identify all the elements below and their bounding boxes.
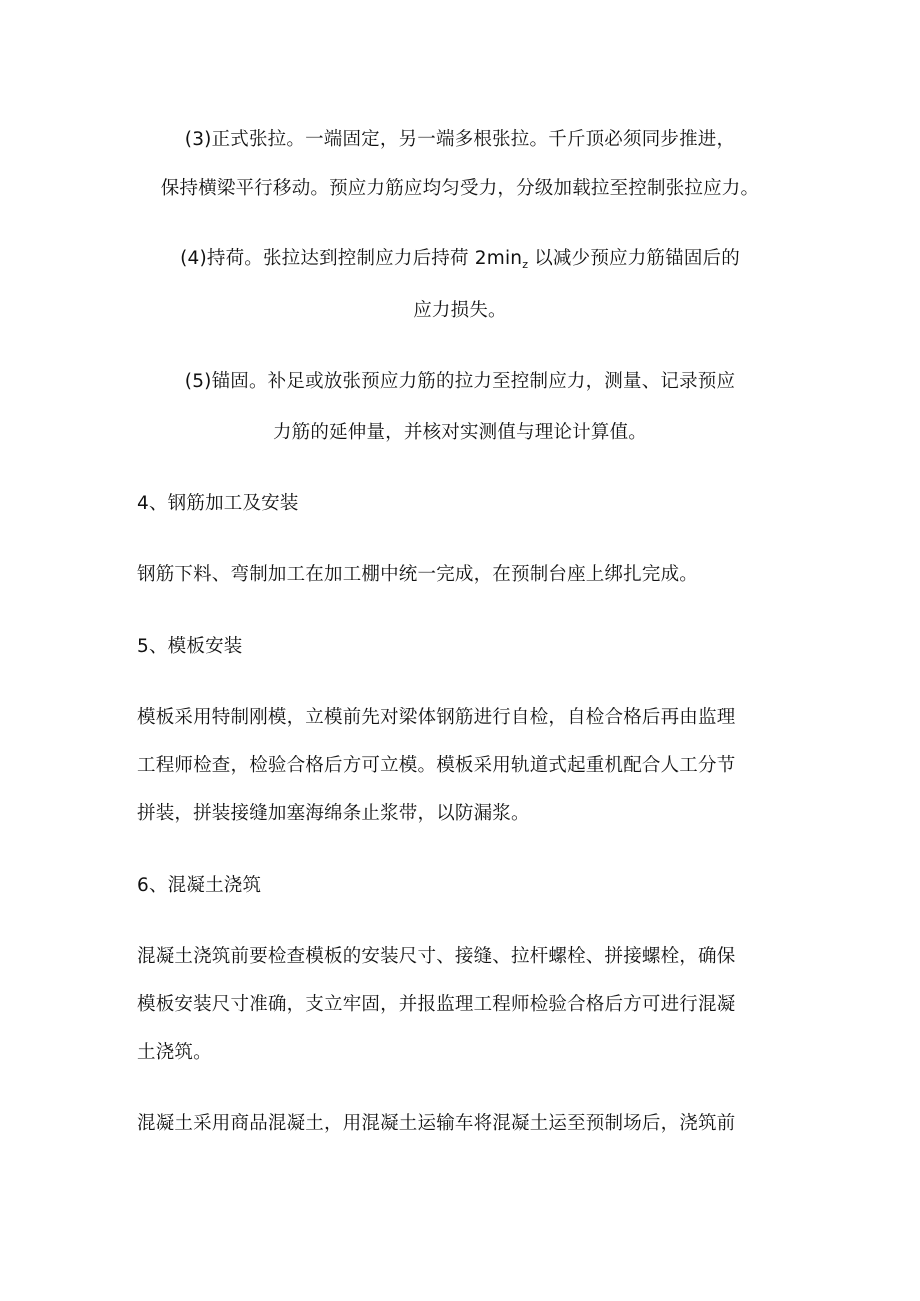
step4-line1-post: 以减少预应力筋锚固后的 — [534, 248, 740, 269]
step5-line1: (5)锚固。补足或放张预应力筋的拉力至控制应力，测量、记录预应 — [184, 371, 736, 392]
section5-paragraph-line1: 模板采用特制刚模，立模前先对梁体钢筋进行自检，自检合格后再由监理 — [137, 707, 736, 728]
section6-paragraph1-line1: 混凝土浇筑前要检查模板的安装尺寸、接缝、拉杆螺栓、拼接螺栓，确保 — [137, 946, 736, 967]
section6-paragraph2-line1: 混凝土采用商品混凝土，用混凝土运输车将混凝土运至预制场后，浇筑前 — [137, 1113, 736, 1134]
step4-line2: 应力损失。 — [413, 300, 507, 321]
section5-heading: 5、模板安装 — [137, 636, 243, 657]
section4-paragraph: 钢筋下料、弯制加工在加工棚中统一完成，在预制台座上绑扎完成。 — [137, 564, 699, 585]
section6-paragraph1-line3: 土浇筑。 — [137, 1042, 212, 1063]
section5-paragraph-line2: 工程师检查，检验合格后方可立模。模板采用轨道式起重机配合人工分节 — [137, 755, 736, 776]
section4-heading: 4、钢筋加工及安装 — [137, 493, 299, 514]
step3-line1: (3)正式张拉。一端固定，另一端多根张拉。千斤顶必须同步推进， — [184, 129, 736, 150]
step5-line2: 力筋的延伸量，并核对实测值与理论计算值。 — [272, 422, 647, 443]
section6-heading: 6、混凝土浇筑 — [137, 875, 262, 896]
section6-paragraph1-line2: 模板安装尺寸准确，支立牢固，并报监理工程师检验合格后方可进行混凝 — [137, 994, 736, 1015]
step3-line2: 保持横梁平行移动。预应力筋应均匀受力，分级加载拉至控制张拉应力。 — [160, 178, 760, 199]
section5-paragraph-line3: 拼装，拼装接缝加塞海绵条止浆带，以防漏浆。 — [137, 803, 530, 824]
step4-line1 — [0, 247, 920, 277]
step4-line1-subscript: z — [522, 258, 529, 271]
step4-line1-pre: (4)持荷。张拉达到控制应力后持荷 2min — [180, 248, 523, 269]
